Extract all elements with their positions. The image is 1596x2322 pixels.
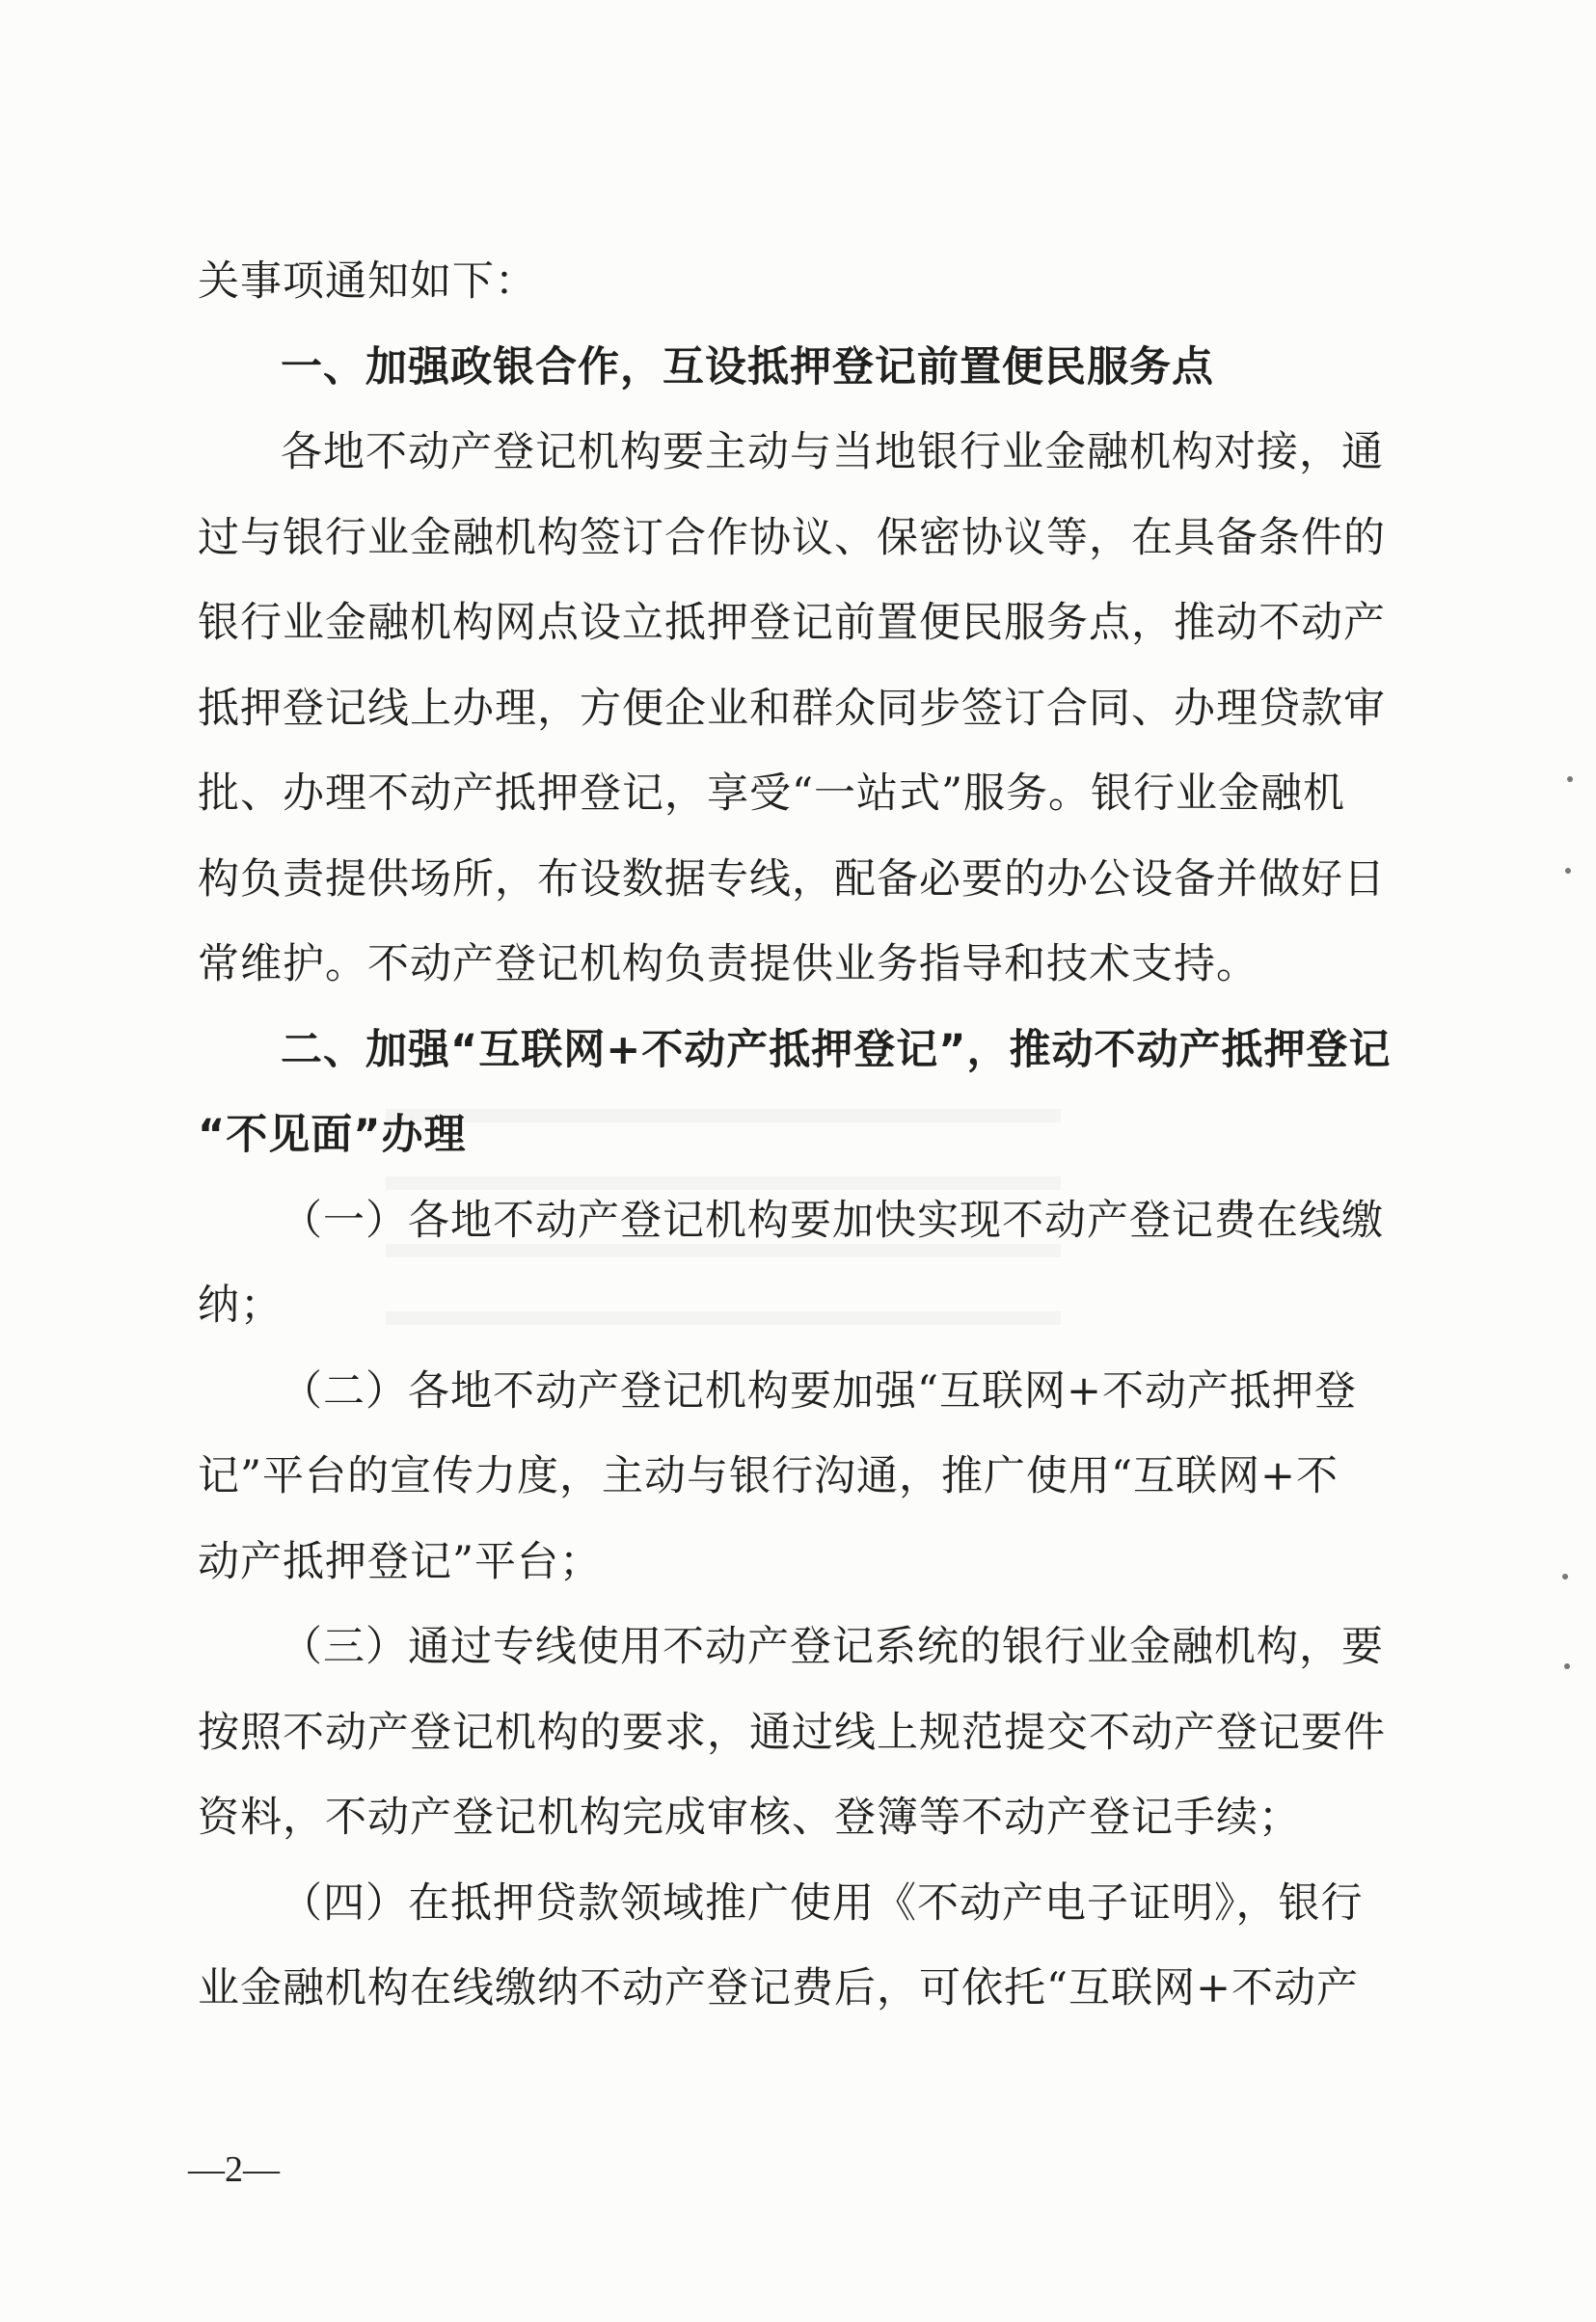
body-line: 资料，不动产登记机构完成审核、登簿等不动产登记手续； (198, 1794, 1301, 1842)
scan-speck (1567, 776, 1573, 782)
list-item-2: （二）各地不动产登记机构要加强“互联网+不动产抵押登 (281, 1366, 1358, 1416)
scan-speck (1564, 1663, 1570, 1669)
body-line: 各地不动产登记机构要主动与当地银行业金融机构对接，通 (281, 428, 1384, 476)
body-line: 过与银行业金融机构签订合作协议、保密协议等，在具备条件的 (198, 513, 1386, 562)
section-heading-2-cont: “不见面”办理 (198, 1111, 467, 1159)
body-line: 业金融机构在线缴纳不动产登记费后，可依托“互联网+不动产 (198, 1964, 1360, 2012)
body-line: 批、办理不动产抵押登记，享受“一站式”服务。银行业金融机 (198, 770, 1345, 818)
section-heading-2: 二、加强“互联网+不动产抵押登记”，推动不动产抵押登记 (281, 1025, 1392, 1074)
body-line: 构负责提供场所，布设数据专线，配备必要的办公设备并做好日 (198, 854, 1386, 904)
body-line: 记”平台的宣传力度，主动与银行沟通，推广使用“互联网+不 (198, 1452, 1339, 1500)
body-line: 纳； (198, 1282, 283, 1330)
body-line: 抵押登记线上办理，方便企业和群众同步签订合同、办理贷款审 (198, 684, 1386, 733)
scan-speck (1565, 868, 1571, 874)
document-body (198, 239, 1392, 2032)
list-item-1: （一）各地不动产登记机构要加快实现不动产登记费在线缴 (281, 1196, 1384, 1245)
page-number: —2— (188, 2149, 280, 2190)
body-line: 动产抵押登记”平台； (198, 1537, 602, 1586)
list-item-4: （四）在抵押贷款领域推广使用《不动产电子证明》，银行 (281, 1878, 1364, 1928)
body-line: 关事项通知如下： (198, 257, 537, 306)
body-line: 按照不动产登记机构的要求，通过线上规范提交不动产登记要件 (198, 1708, 1386, 1757)
body-line: 银行业金融机构网点设立抵押登记前置便民服务点，推动不动产 (198, 599, 1386, 647)
section-heading-1: 一、加强政银合作，互设抵押登记前置便民服务点 (281, 342, 1214, 392)
scan-speck (1562, 1574, 1568, 1580)
list-item-3: （三）通过专线使用不动产登记系统的银行业金融机构，要 (281, 1623, 1384, 1671)
body-line: 常维护。不动产登记机构负责提供业务指导和技术支持。 (198, 940, 1258, 988)
